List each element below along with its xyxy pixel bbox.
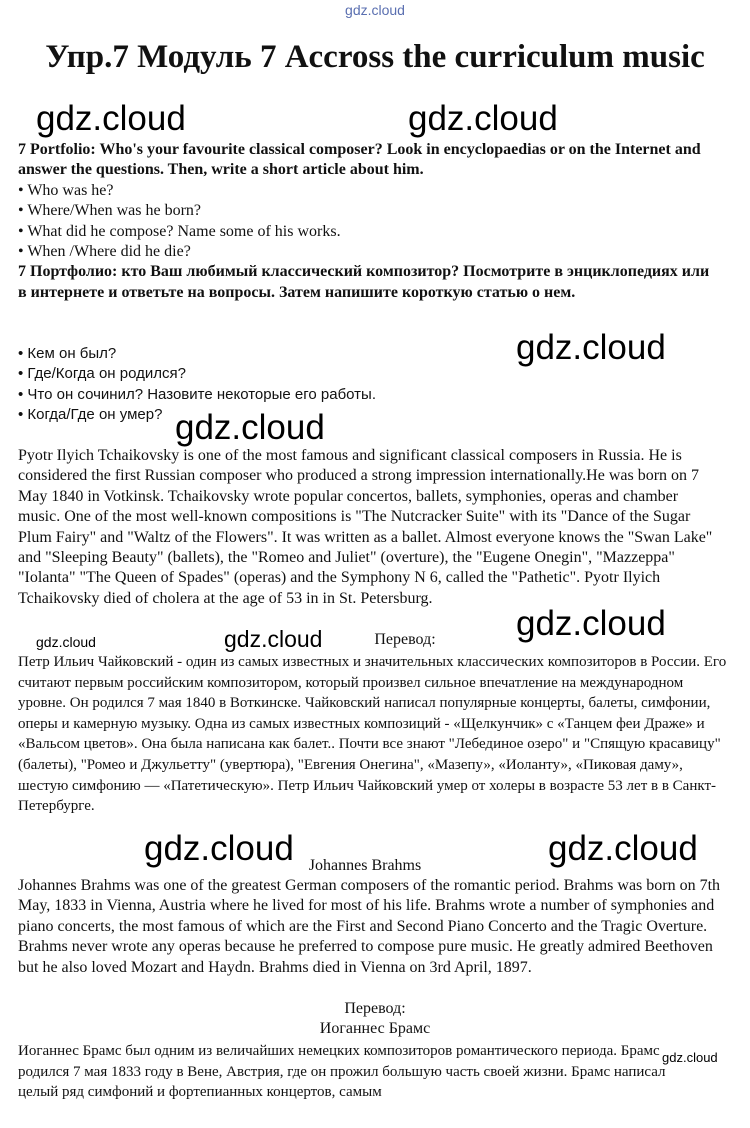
question-item: • Когда/Где он умер? [18,405,718,425]
task-english [18,140,718,262]
brahms-heading-en: Johannes Brahms [308,857,422,874]
question-item: • Где/Когда он родился? [18,364,718,384]
brahms-text-en: Johannes Brahms was one of the greatest German composers of the romantic period. Brahms was born on 7th May, 1833 in Vienna, Austria where he lived for most of his life. Brahms wrote a number of symphonies and piano concerts, the most famous of which are the First and Second Piano Concerto and the Tragic Overture. Brahms never wrote any operas because he preferred to compose pure music. He greatly admired Beethoven but he also loved Mozart and Haydn. Brahms died in Vienna on 3rd April, 1897. [18,877,721,976]
task-heading-en: 7 Portfolio: Who's your favourite classical composer? Look in encyclopaedias or on the Internet and answer the questions. Then, write a short article about him. [18,141,701,179]
question-list-en [18,181,718,263]
watermark: gdz.cloud [36,99,186,138]
brahms-heading-ru: Иоганнес Брамс [319,1020,431,1037]
question-item: • Кем он был? [18,344,718,364]
watermark: gdz.cloud [662,1050,718,1065]
question-item: • When /Where did he die? [18,242,718,262]
tchaikovsky-article-en [18,446,724,609]
translation-label: Перевод: [374,631,436,648]
watermark: gdz.cloud [516,328,666,367]
tchaikovsky-text-ru: Петр Ильич Чайковский - один из самых известных и значительных классических композиторов в России. Его считают первым российским композитором, который произвел сильное впечатление на международном уровне. Он родился 7 мая 1840 в Воткинске. Чайковский написал популярные концерты, балеты, симфонии, оперы и камерную музыку. Одна из самых известных композиций - «Щелкунчик» с «Танцем феи Драже» и «Вальсом цветов». Она была написана как балет.. Почти все знают "Лебединое озеро" и "Спящую красавицу" (балеты), "Ромео и Джульетту" (увертюра), "Евгения Онегина", «Мазепу», «Иоланту», «Пиковая даму», шестую симфонию — «Патетическую». Петр Ильич Чайковский умер от холеры в возрасте 53 лет в в Санкт-Петербурге. [18,654,727,815]
brahms-article-en [18,876,730,978]
top-watermark: gdz.cloud [345,2,405,18]
watermark: gdz.cloud [408,99,558,138]
watermark: gdz.cloud [224,626,323,652]
watermark: gdz.cloud [548,829,698,868]
task-russian [18,262,718,303]
question-item: • Что он сочинил? Назовите некоторые его работы. [18,385,718,405]
question-item: • Who was he? [18,181,718,201]
watermark: gdz.cloud [516,604,666,643]
watermark: gdz.cloud [175,408,325,447]
watermark: gdz.cloud [36,634,96,650]
watermark: gdz.cloud [144,829,294,868]
question-item: • What did he compose? Name some of his works. [18,222,718,242]
tchaikovsky-text-en: Pyotr Ilyich Tchaikovsky is one of the most famous and significant classical composers in Russia. He is considered the first Russian composer who produced a strong impression internationally.He was born on 7 May 1840 in Votkinsk. Tchaikovsky wrote popular concertos, ballets, symphonies, operas and chamber music. One of the most well-known compositions is "The Nutcracker Suite" with its "Dance of the Sugar Plum Fairy" and "Waltz of the Flowers". It was written as a ballet. Almost everyone knows the "Swan Lake" and "Sleeping Beauty" (ballets), the "Romeo and Juliet" (overture), the "Eugene Onegin", "Mazzeppa" "Iolanta" "The Queen of Spades" (operas) and the Symphony N 6, called the "Pathetic". Pyotr Ilyich Tchaikovsky died of cholera at the age of 53 in in St. Petersburg. [18,447,713,607]
translation-label: Перевод: [344,1000,406,1017]
task-heading-ru: 7 Портфолио: кто Ваш любимый классический композитор? Посмотрите в энциклопедиях или в интернете и ответьте на вопросы. Затем напишите короткую статью о нем. [18,263,710,301]
page-title: Упр.7 Модуль 7 Accross the curriculum music [45,39,705,75]
brahms-text-ru: Иоганнес Брамс был одним из величайших немецких композиторов романтического периода. Брамс родился 7 мая 1833 году в Вене, Австрия, где он прожил большую часть своей жизни. Брамс написал целый ряд симфоний и фортепианных концертов, самым [18,1043,666,1101]
brahms-article-ru [18,1041,668,1103]
tchaikovsky-article-ru [18,652,730,817]
question-item: • Where/When was he born? [18,201,718,221]
